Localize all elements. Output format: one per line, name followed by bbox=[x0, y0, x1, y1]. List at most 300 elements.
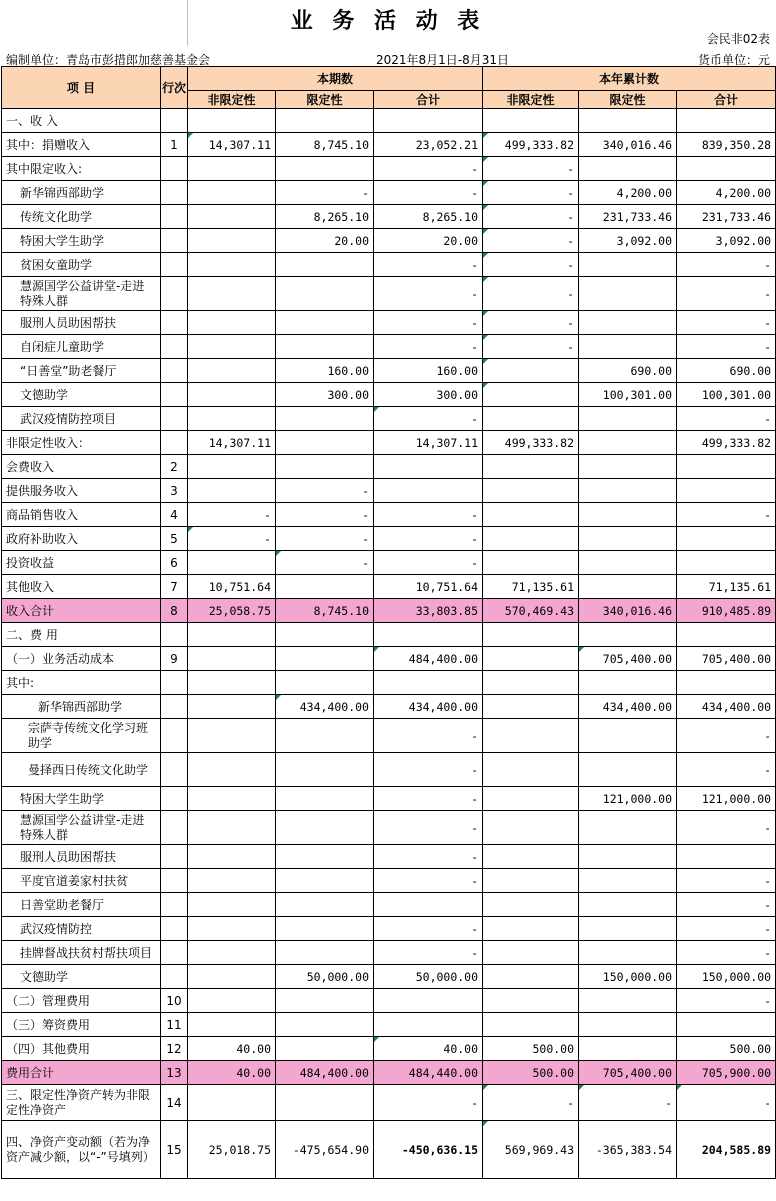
value-cell bbox=[188, 719, 276, 753]
value-text: 3,092.00 bbox=[616, 233, 673, 248]
value-cell bbox=[276, 1121, 374, 1179]
table-row bbox=[2, 527, 776, 551]
value-text: 50,000.00 bbox=[306, 969, 369, 984]
value-text: 300.00 bbox=[327, 387, 369, 402]
table-row bbox=[2, 551, 776, 575]
value-cell bbox=[579, 989, 677, 1013]
value-cell bbox=[374, 1061, 483, 1085]
row-label: 挂牌督战扶贫村帮扶项目 bbox=[2, 941, 161, 965]
value-cell bbox=[276, 479, 374, 503]
value-text: - bbox=[471, 185, 479, 200]
value-text: - bbox=[764, 507, 772, 522]
value-cell bbox=[677, 335, 776, 359]
cell-comment-marker bbox=[483, 133, 488, 138]
value-text: 484,440.00 bbox=[408, 1065, 479, 1080]
value-cell bbox=[374, 1013, 483, 1037]
value-cell bbox=[579, 647, 677, 671]
value-cell bbox=[483, 811, 579, 845]
value-cell bbox=[677, 431, 776, 455]
value-text: 14,307.11 bbox=[208, 435, 271, 450]
value-cell bbox=[579, 599, 677, 623]
value-cell bbox=[276, 599, 374, 623]
table-row bbox=[2, 455, 776, 479]
table-row bbox=[2, 965, 776, 989]
value-cell bbox=[188, 753, 276, 787]
value-cell bbox=[677, 479, 776, 503]
value-cell bbox=[579, 407, 677, 431]
value-cell bbox=[579, 965, 677, 989]
value-text: 569,969.43 bbox=[504, 1142, 575, 1157]
row-line-number: 10 bbox=[161, 989, 188, 1013]
value-cell bbox=[677, 695, 776, 719]
value-text: - bbox=[471, 161, 479, 176]
value-cell bbox=[374, 1037, 483, 1061]
row-label: 政府补助收入 bbox=[2, 527, 161, 551]
table-row bbox=[2, 599, 776, 623]
value-cell bbox=[579, 1085, 677, 1121]
row-label: 服刑人员助困帮扶 bbox=[2, 845, 161, 869]
table-row bbox=[2, 311, 776, 335]
value-cell bbox=[374, 719, 483, 753]
value-cell bbox=[579, 503, 677, 527]
row-label: 其中：捐赠收入 bbox=[2, 133, 161, 157]
value-text: - bbox=[764, 339, 772, 354]
cell-comment-marker bbox=[276, 695, 281, 700]
value-text: 121,000.00 bbox=[701, 791, 772, 806]
value-cell bbox=[579, 1013, 677, 1037]
cell-comment-marker bbox=[188, 133, 193, 138]
row-label: 一、收 入 bbox=[2, 109, 161, 133]
value-text: 25,058.75 bbox=[208, 603, 271, 618]
value-text: 910,485.89 bbox=[701, 603, 772, 618]
row-line-number: 11 bbox=[161, 1013, 188, 1037]
value-cell bbox=[579, 893, 677, 917]
value-cell bbox=[483, 479, 579, 503]
value-cell bbox=[276, 623, 374, 647]
value-cell bbox=[374, 205, 483, 229]
row-line-number: 1 bbox=[161, 133, 188, 157]
value-text: -450,636.15 bbox=[401, 1142, 479, 1157]
value-text: 71,135.61 bbox=[511, 579, 575, 594]
value-text: 434,400.00 bbox=[408, 699, 479, 714]
value-cell bbox=[579, 383, 677, 407]
header-ytd-unrestricted: 非限定性 bbox=[483, 91, 579, 109]
value-text: 4,200.00 bbox=[715, 185, 772, 200]
value-text: - bbox=[764, 286, 772, 301]
value-text: 434,400.00 bbox=[299, 699, 369, 714]
cell-comment-marker bbox=[579, 647, 584, 652]
value-cell bbox=[579, 277, 677, 311]
value-cell bbox=[276, 1061, 374, 1085]
table-row bbox=[2, 695, 776, 719]
row-line-number bbox=[161, 277, 188, 311]
value-cell bbox=[483, 181, 579, 205]
value-cell bbox=[188, 647, 276, 671]
value-text: 150,000.00 bbox=[602, 969, 673, 984]
value-cell bbox=[276, 359, 374, 383]
value-cell bbox=[276, 787, 374, 811]
value-cell bbox=[374, 893, 483, 917]
value-text: - bbox=[471, 762, 479, 777]
value-cell bbox=[677, 359, 776, 383]
value-cell bbox=[579, 455, 677, 479]
value-cell bbox=[483, 455, 579, 479]
value-text: 8,265.10 bbox=[422, 209, 479, 224]
value-text: 705,900.00 bbox=[701, 1065, 772, 1080]
value-cell bbox=[579, 551, 677, 575]
value-cell bbox=[374, 1085, 483, 1121]
row-label: 商品销售收入 bbox=[2, 503, 161, 527]
row-label: 二、费 用 bbox=[2, 623, 161, 647]
row-line-number bbox=[161, 623, 188, 647]
value-cell bbox=[374, 811, 483, 845]
table-row bbox=[2, 1013, 776, 1037]
value-cell bbox=[483, 157, 579, 181]
value-text: - bbox=[471, 921, 479, 936]
value-cell bbox=[276, 253, 374, 277]
value-text: - bbox=[471, 728, 479, 743]
header-year-to-date: 本年累计数 bbox=[483, 67, 776, 91]
row-line-number bbox=[161, 335, 188, 359]
row-label: 贫困女童助学 bbox=[2, 253, 161, 277]
value-cell bbox=[188, 811, 276, 845]
value-text: 705,400.00 bbox=[602, 651, 673, 666]
cell-comment-marker bbox=[483, 181, 488, 186]
value-text: 484,400.00 bbox=[299, 1065, 369, 1080]
value-cell bbox=[579, 623, 677, 647]
value-cell bbox=[483, 1013, 579, 1037]
table-row bbox=[2, 157, 776, 181]
value-cell bbox=[677, 719, 776, 753]
value-text: 20.00 bbox=[443, 233, 479, 248]
value-cell bbox=[188, 383, 276, 407]
value-cell bbox=[188, 787, 276, 811]
value-cell bbox=[188, 109, 276, 133]
value-cell bbox=[374, 229, 483, 253]
value-cell bbox=[677, 455, 776, 479]
value-cell bbox=[374, 431, 483, 455]
value-text: 8,745.10 bbox=[313, 603, 369, 618]
value-cell bbox=[276, 965, 374, 989]
table-row bbox=[2, 917, 776, 941]
cell-comment-marker bbox=[483, 1121, 488, 1126]
row-line-number bbox=[161, 845, 188, 869]
value-text: - bbox=[362, 555, 369, 570]
value-cell bbox=[677, 527, 776, 551]
value-cell bbox=[188, 695, 276, 719]
value-cell bbox=[188, 893, 276, 917]
value-cell bbox=[483, 503, 579, 527]
value-text: - bbox=[567, 1095, 575, 1110]
value-text: 705,400.00 bbox=[602, 1065, 673, 1080]
row-line-number bbox=[161, 431, 188, 455]
cell-comment-marker bbox=[374, 1037, 379, 1042]
value-cell bbox=[579, 671, 677, 695]
row-label: 费用合计 bbox=[2, 1061, 161, 1085]
table-row bbox=[2, 359, 776, 383]
value-cell bbox=[188, 157, 276, 181]
value-cell bbox=[276, 811, 374, 845]
value-cell bbox=[276, 917, 374, 941]
row-label: 慧源国学公益讲堂-走进特殊人群 bbox=[2, 277, 161, 311]
value-cell bbox=[188, 503, 276, 527]
value-cell bbox=[374, 869, 483, 893]
value-text: - bbox=[471, 507, 479, 522]
value-cell bbox=[483, 695, 579, 719]
value-cell bbox=[188, 1061, 276, 1085]
row-label: 提供服务收入 bbox=[2, 479, 161, 503]
value-cell bbox=[677, 989, 776, 1013]
value-cell bbox=[188, 965, 276, 989]
value-cell bbox=[579, 253, 677, 277]
table-row bbox=[2, 181, 776, 205]
value-cell bbox=[276, 753, 374, 787]
cell-comment-marker bbox=[483, 335, 488, 340]
header-cur-restricted: 限定性 bbox=[276, 91, 374, 109]
value-cell bbox=[374, 383, 483, 407]
value-text: - bbox=[471, 286, 479, 301]
value-cell bbox=[276, 431, 374, 455]
value-cell bbox=[374, 479, 483, 503]
table-row bbox=[2, 407, 776, 431]
value-cell bbox=[483, 599, 579, 623]
row-label: 特困大学生助学 bbox=[2, 787, 161, 811]
value-cell bbox=[677, 133, 776, 157]
value-text: - bbox=[471, 1095, 479, 1110]
value-text: 121,000.00 bbox=[602, 791, 673, 806]
row-line-number: 13 bbox=[161, 1061, 188, 1085]
value-cell bbox=[188, 359, 276, 383]
value-cell bbox=[188, 1085, 276, 1121]
cell-comment-marker bbox=[188, 527, 193, 532]
header-item: 项 目 bbox=[2, 67, 161, 109]
value-text: - bbox=[567, 209, 575, 224]
row-label: 其中: bbox=[2, 671, 161, 695]
cell-comment-marker bbox=[483, 383, 488, 388]
value-cell bbox=[483, 527, 579, 551]
row-line-number: 2 bbox=[161, 455, 188, 479]
row-label: 文德助学 bbox=[2, 383, 161, 407]
value-cell bbox=[483, 1085, 579, 1121]
value-cell bbox=[276, 133, 374, 157]
value-cell bbox=[188, 941, 276, 965]
form-number: 会民非02表 bbox=[706, 32, 770, 46]
value-cell bbox=[579, 157, 677, 181]
value-cell bbox=[188, 551, 276, 575]
value-cell bbox=[374, 455, 483, 479]
value-cell bbox=[483, 1121, 579, 1179]
reporting-period: 2021年8月1日-8月31日 bbox=[376, 53, 510, 67]
cell-comment-marker bbox=[483, 157, 488, 162]
value-cell bbox=[374, 695, 483, 719]
value-text: - bbox=[264, 531, 271, 546]
value-cell bbox=[483, 893, 579, 917]
table-row bbox=[2, 941, 776, 965]
value-cell bbox=[677, 787, 776, 811]
header-line-no: 行次 bbox=[161, 67, 188, 109]
value-cell bbox=[677, 753, 776, 787]
value-cell bbox=[276, 893, 374, 917]
row-label: 三、限定性净资产转为非限定性净资产 bbox=[2, 1085, 161, 1121]
header-ytd-total: 合计 bbox=[677, 91, 776, 109]
value-text: - bbox=[764, 945, 772, 960]
value-text: 160.00 bbox=[327, 363, 369, 378]
row-line-number bbox=[161, 383, 188, 407]
row-line-number bbox=[161, 893, 188, 917]
table-row bbox=[2, 869, 776, 893]
value-cell bbox=[188, 917, 276, 941]
cell-comment-marker bbox=[677, 1085, 682, 1090]
value-cell bbox=[579, 527, 677, 551]
header-current-period: 本期数 bbox=[188, 67, 483, 91]
value-cell bbox=[483, 989, 579, 1013]
row-line-number: 6 bbox=[161, 551, 188, 575]
value-text: 340,016.46 bbox=[602, 603, 673, 618]
value-cell bbox=[276, 941, 374, 965]
table-row bbox=[2, 133, 776, 157]
value-text: - bbox=[764, 762, 772, 777]
table-row bbox=[2, 811, 776, 845]
value-cell bbox=[483, 647, 579, 671]
value-cell bbox=[579, 575, 677, 599]
row-line-number bbox=[161, 965, 188, 989]
value-cell bbox=[374, 623, 483, 647]
row-label: 四、净资产变动额（若为净资产减少额，以“-”号填列） bbox=[2, 1121, 161, 1179]
value-text: 150,000.00 bbox=[701, 969, 772, 984]
value-cell bbox=[276, 311, 374, 335]
row-label: 慧源国学公益讲堂-走进特殊人群 bbox=[2, 811, 161, 845]
value-cell bbox=[276, 989, 374, 1013]
value-cell bbox=[483, 753, 579, 787]
table-row bbox=[2, 503, 776, 527]
value-text: - bbox=[471, 257, 479, 272]
table-row bbox=[2, 229, 776, 253]
value-cell bbox=[374, 359, 483, 383]
value-cell bbox=[677, 599, 776, 623]
cell-comment-marker bbox=[483, 311, 488, 316]
row-line-number: 5 bbox=[161, 527, 188, 551]
table-row bbox=[2, 845, 776, 869]
row-line-number bbox=[161, 941, 188, 965]
row-line-number bbox=[161, 671, 188, 695]
reporting-entity: 编制单位：青岛市彭措郎加慈善基金会 bbox=[6, 53, 211, 67]
value-cell bbox=[374, 787, 483, 811]
row-line-number bbox=[161, 787, 188, 811]
table-row bbox=[2, 479, 776, 503]
value-cell bbox=[276, 575, 374, 599]
value-cell bbox=[374, 941, 483, 965]
currency-unit: 货币单位：元 bbox=[697, 53, 770, 67]
value-cell bbox=[677, 575, 776, 599]
value-cell bbox=[677, 965, 776, 989]
value-cell bbox=[579, 1121, 677, 1179]
row-line-number bbox=[161, 753, 188, 787]
value-cell bbox=[374, 599, 483, 623]
row-label: （二）管理费用 bbox=[2, 989, 161, 1013]
value-cell bbox=[677, 181, 776, 205]
value-cell bbox=[276, 647, 374, 671]
row-label: 武汉疫情防控项目 bbox=[2, 407, 161, 431]
row-label: 投资收益 bbox=[2, 551, 161, 575]
value-cell bbox=[188, 1037, 276, 1061]
value-cell bbox=[276, 335, 374, 359]
cell-comment-marker bbox=[483, 1085, 488, 1090]
row-line-number bbox=[161, 253, 188, 277]
row-label: 传统文化助学 bbox=[2, 205, 161, 229]
value-cell bbox=[677, 503, 776, 527]
row-label: 其中限定收入: bbox=[2, 157, 161, 181]
value-text: 690.00 bbox=[630, 363, 673, 378]
value-cell bbox=[374, 671, 483, 695]
value-cell bbox=[188, 229, 276, 253]
value-cell bbox=[677, 253, 776, 277]
value-text: 499,333.82 bbox=[504, 137, 575, 152]
value-cell bbox=[483, 575, 579, 599]
value-text: 499,333.82 bbox=[701, 435, 772, 450]
value-text: 25,018.75 bbox=[208, 1142, 271, 1157]
value-cell bbox=[677, 1121, 776, 1179]
value-cell bbox=[374, 753, 483, 787]
cell-comment-marker bbox=[483, 229, 488, 234]
value-cell bbox=[677, 941, 776, 965]
row-label: （一）业务活动成本 bbox=[2, 647, 161, 671]
value-cell bbox=[188, 181, 276, 205]
table-row bbox=[2, 1121, 776, 1179]
value-text: - bbox=[471, 531, 479, 546]
value-cell bbox=[276, 1013, 374, 1037]
value-cell bbox=[677, 311, 776, 335]
row-label: 新华锦西部助学 bbox=[2, 695, 161, 719]
value-cell bbox=[188, 205, 276, 229]
value-cell bbox=[374, 917, 483, 941]
value-cell bbox=[677, 1085, 776, 1121]
value-cell bbox=[483, 917, 579, 941]
row-line-number: 3 bbox=[161, 479, 188, 503]
value-text: 300.00 bbox=[436, 387, 479, 402]
value-cell bbox=[276, 527, 374, 551]
value-text: - bbox=[567, 257, 575, 272]
header-cur-unrestricted: 非限定性 bbox=[188, 91, 276, 109]
value-cell bbox=[677, 229, 776, 253]
cell-comment-marker bbox=[374, 647, 379, 652]
value-cell bbox=[677, 277, 776, 311]
value-cell bbox=[188, 599, 276, 623]
value-cell bbox=[677, 1037, 776, 1061]
value-cell bbox=[579, 695, 677, 719]
value-text: - bbox=[471, 791, 479, 806]
value-text: 20.00 bbox=[334, 233, 369, 248]
cell-comment-marker bbox=[374, 407, 379, 412]
value-cell bbox=[579, 181, 677, 205]
value-cell bbox=[188, 845, 276, 869]
row-line-number: 9 bbox=[161, 647, 188, 671]
value-text: - bbox=[764, 728, 772, 743]
row-label: 文德助学 bbox=[2, 965, 161, 989]
value-cell bbox=[483, 1061, 579, 1085]
value-cell bbox=[276, 157, 374, 181]
value-cell bbox=[276, 407, 374, 431]
value-text: 500.00 bbox=[729, 1041, 772, 1056]
table-row bbox=[2, 623, 776, 647]
value-cell bbox=[483, 845, 579, 869]
value-cell bbox=[276, 455, 374, 479]
value-cell bbox=[276, 181, 374, 205]
row-line-number bbox=[161, 205, 188, 229]
value-text: 839,350.28 bbox=[701, 137, 772, 152]
header-ytd-restricted: 限定性 bbox=[579, 91, 677, 109]
value-text: - bbox=[362, 507, 369, 522]
value-cell bbox=[483, 407, 579, 431]
